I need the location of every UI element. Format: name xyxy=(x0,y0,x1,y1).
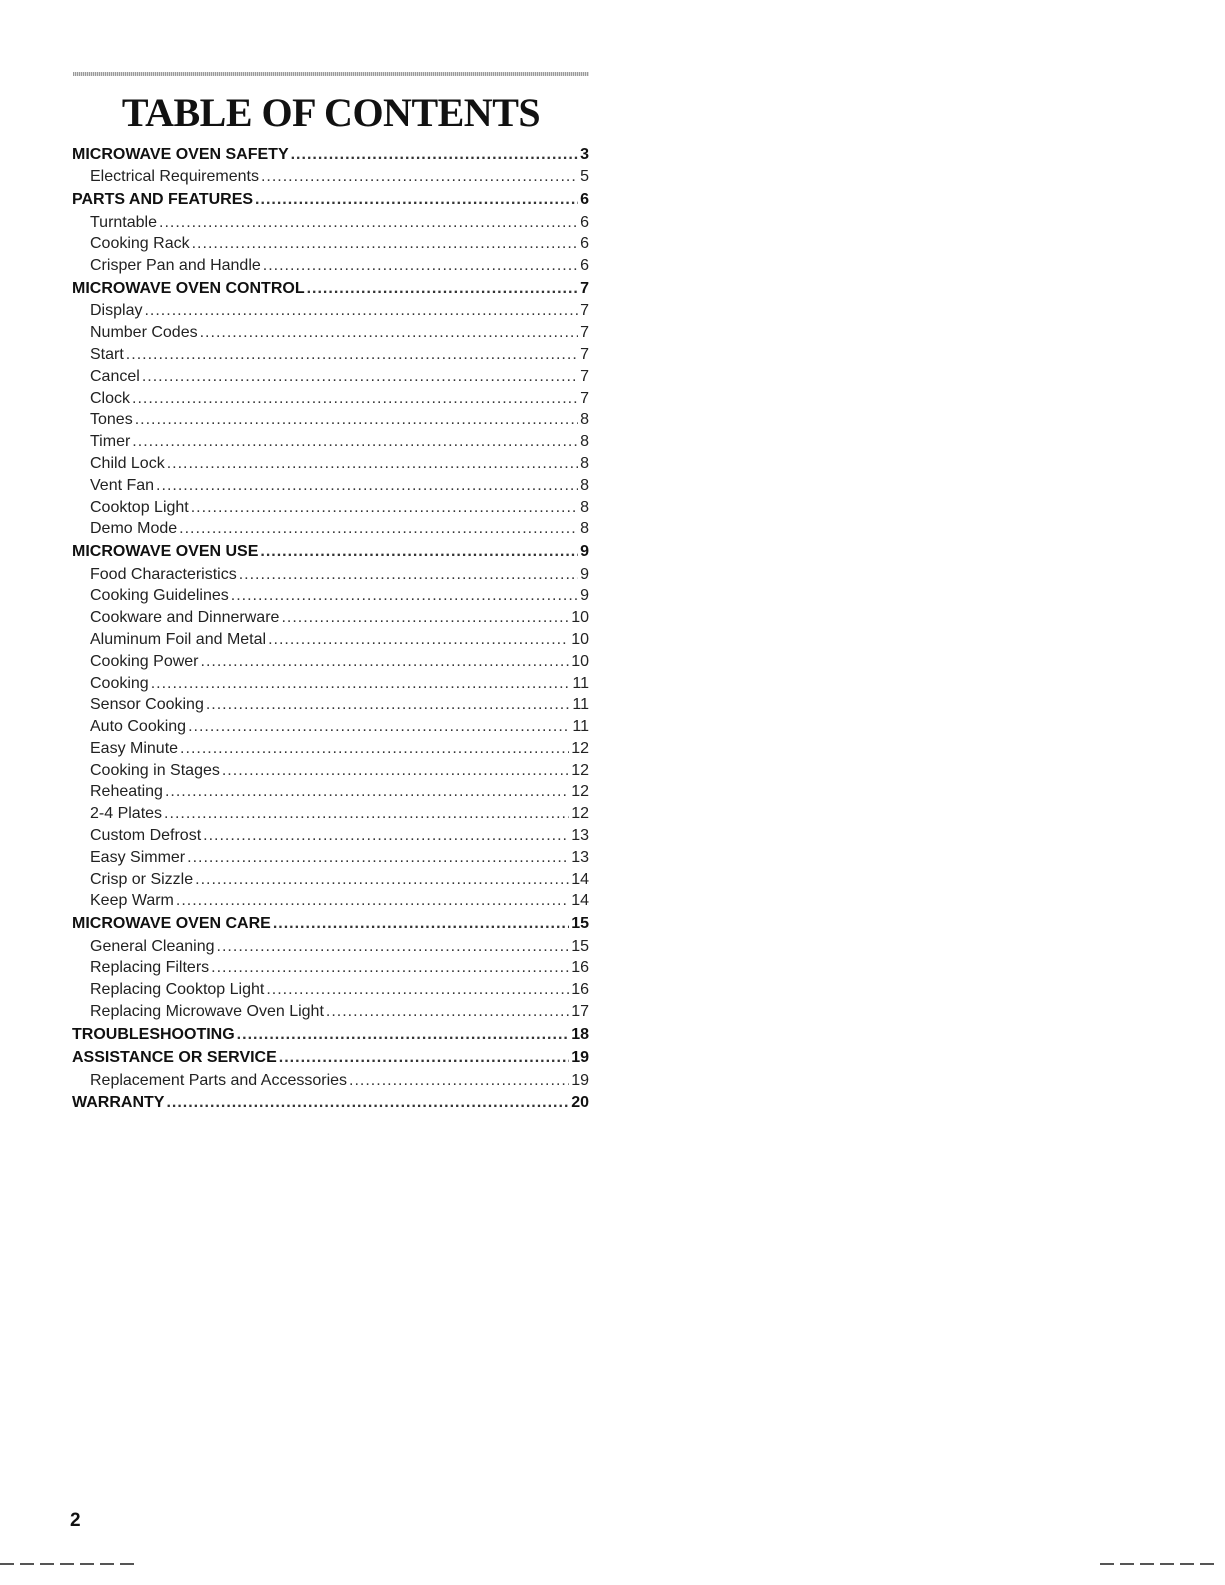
dot-leader xyxy=(281,607,569,629)
dot-leader xyxy=(176,890,569,912)
toc-entry-label: Cooktop Light xyxy=(90,498,189,516)
toc-entry-page: 16 xyxy=(571,981,589,999)
toc-entry-label: Demo Mode xyxy=(90,520,178,538)
toc-entry-label: MICROWAVE OVEN USE xyxy=(72,543,259,561)
toc-subsection-entry xyxy=(72,803,589,825)
toc-entry-page: 11 xyxy=(572,718,589,736)
toc-entry-page: 3 xyxy=(580,146,589,163)
toc-subsection-entry xyxy=(72,651,589,673)
toc-entry-label: 2-4 Plates xyxy=(90,805,163,823)
toc-section-entry xyxy=(72,277,589,300)
toc-subsection-entry xyxy=(72,890,589,912)
dot-leader xyxy=(164,803,569,825)
header-rule xyxy=(73,72,589,76)
toc-entry-label: TROUBLESHOOTING xyxy=(72,1025,235,1043)
toc-entry-page: 12 xyxy=(571,805,589,823)
toc-subsection-entry xyxy=(72,322,589,344)
toc-entry-page: 10 xyxy=(571,630,589,648)
dot-leader xyxy=(132,388,578,410)
dot-leader xyxy=(195,869,569,891)
toc-entry-page: 8 xyxy=(580,454,589,472)
dot-leader xyxy=(188,716,570,738)
dot-leader xyxy=(260,540,578,563)
dot-leader xyxy=(273,912,569,935)
dot-leader xyxy=(239,564,578,586)
toc-entry-page: 6 xyxy=(580,191,589,209)
dot-leader xyxy=(201,651,570,673)
dot-leader xyxy=(268,629,569,651)
toc-entry-label: Replacing Cooktop Light xyxy=(90,981,265,999)
toc-entry-page: 19 xyxy=(571,1071,589,1089)
dot-leader xyxy=(126,344,578,366)
toc-subsection-entry xyxy=(72,518,589,540)
toc-subsection-entry xyxy=(72,431,589,453)
toc-entry-label: Cancel xyxy=(90,367,140,385)
toc-entry-label: Vent Fan xyxy=(90,476,155,494)
dot-leader xyxy=(206,694,571,716)
dot-leader xyxy=(156,475,578,497)
toc-entry-label: WARRANTY xyxy=(72,1094,165,1112)
scan-edge-mark xyxy=(0,1563,140,1565)
toc-entry-page: 8 xyxy=(580,476,589,494)
toc-entry-page: 7 xyxy=(580,279,589,297)
toc-entry-label: Custom Defrost xyxy=(90,827,202,845)
toc-subsection-entry xyxy=(72,869,589,891)
toc-entry-page: 16 xyxy=(571,959,589,977)
toc-subsection-entry xyxy=(72,936,589,958)
toc-subsection-entry xyxy=(72,255,589,277)
dot-leader xyxy=(217,936,570,958)
page-number: 2 xyxy=(70,1510,81,1531)
dot-leader xyxy=(192,233,578,255)
toc-entry-label: Crisp or Sizzle xyxy=(90,870,194,888)
toc-entry-label: Easy Minute xyxy=(90,739,179,757)
dot-leader xyxy=(307,277,579,300)
toc-subsection-entry xyxy=(72,388,589,410)
toc-section-entry xyxy=(72,1046,589,1069)
dot-leader xyxy=(222,760,569,782)
toc-entry-label: MICROWAVE OVEN CARE xyxy=(72,915,271,933)
toc-entry-page: 8 xyxy=(580,498,589,516)
toc-subsection-entry xyxy=(72,738,589,760)
dot-leader xyxy=(165,781,569,803)
toc-entry-page: 13 xyxy=(571,848,589,866)
toc-entry-label: Start xyxy=(90,345,124,363)
toc-entry-page: 7 xyxy=(580,302,589,320)
table-of-contents xyxy=(72,143,589,1115)
toc-entry-label: Aluminum Foil and Metal xyxy=(90,630,267,648)
toc-entry-page: 6 xyxy=(580,213,589,231)
toc-entry-page: 15 xyxy=(571,915,589,933)
toc-subsection-entry xyxy=(72,694,589,716)
toc-entry-label: Replacing Filters xyxy=(90,959,210,977)
toc-section-entry xyxy=(72,1023,589,1046)
toc-subsection-entry xyxy=(72,979,589,1001)
toc-entry-page: 14 xyxy=(571,892,589,910)
dot-leader xyxy=(151,673,571,695)
toc-entry-label: Cookware and Dinnerware xyxy=(90,609,280,627)
toc-entry-label: Tones xyxy=(90,411,133,429)
toc-subsection-entry xyxy=(72,475,589,497)
dot-leader xyxy=(166,1091,569,1114)
toc-entry-label: Number Codes xyxy=(90,324,198,342)
toc-section-entry xyxy=(72,143,589,166)
toc-entry-label: Crisper Pan and Handle xyxy=(90,257,261,275)
toc-entry-page: 9 xyxy=(580,543,589,561)
dot-leader xyxy=(135,409,578,431)
toc-entry-label: Display xyxy=(90,302,143,320)
dot-leader xyxy=(179,518,578,540)
toc-entry-label: PARTS AND FEATURES xyxy=(72,191,254,209)
toc-subsection-entry xyxy=(72,629,589,651)
toc-entry-page: 8 xyxy=(580,520,589,538)
toc-entry-label: Cooking Power xyxy=(90,652,199,670)
toc-subsection-entry xyxy=(72,366,589,388)
toc-entry-label: MICROWAVE OVEN SAFETY xyxy=(72,146,289,163)
toc-entry-page: 18 xyxy=(571,1025,589,1043)
dot-leader xyxy=(187,847,569,869)
dot-leader xyxy=(211,957,569,979)
toc-entry-label: Replacing Microwave Oven Light xyxy=(90,1003,324,1021)
toc-entry-page: 7 xyxy=(580,389,589,407)
toc-entry-page: 17 xyxy=(571,1003,589,1021)
toc-entry-page: 9 xyxy=(580,565,589,583)
dot-leader xyxy=(255,188,578,211)
toc-entry-label: Child Lock xyxy=(90,454,165,472)
dot-leader xyxy=(142,366,578,388)
dot-leader xyxy=(279,1046,569,1069)
dot-leader xyxy=(159,212,578,234)
dot-leader xyxy=(203,825,569,847)
dot-leader xyxy=(266,979,569,1001)
toc-subsection-entry xyxy=(72,760,589,782)
toc-subsection-entry xyxy=(72,166,589,188)
toc-subsection-entry xyxy=(72,453,589,475)
toc-subsection-entry xyxy=(72,409,589,431)
toc-entry-page: 12 xyxy=(571,739,589,757)
dot-leader xyxy=(167,453,578,475)
dot-leader xyxy=(200,322,578,344)
toc-section-entry xyxy=(72,188,589,211)
toc-entry-page: 6 xyxy=(580,257,589,275)
toc-section-entry xyxy=(72,912,589,935)
toc-entry-page: 6 xyxy=(580,235,589,253)
dot-leader xyxy=(326,1001,569,1023)
toc-entry-label: Cooking Guidelines xyxy=(90,587,229,605)
toc-entry-page: 5 xyxy=(580,168,589,186)
toc-entry-label: Turntable xyxy=(90,213,157,231)
toc-entry-label: Sensor Cooking xyxy=(90,696,204,714)
toc-subsection-entry xyxy=(72,673,589,695)
dot-leader xyxy=(237,1023,570,1046)
toc-entry-label: ASSISTANCE OR SERVICE xyxy=(72,1049,277,1067)
toc-subsection-entry xyxy=(72,233,589,255)
toc-subsection-entry xyxy=(72,1070,589,1092)
toc-entry-page: 7 xyxy=(580,324,589,342)
toc-entry-label: Cooking xyxy=(90,674,149,692)
toc-subsection-entry xyxy=(72,847,589,869)
toc-entry-page: 8 xyxy=(580,411,589,429)
toc-subsection-entry xyxy=(72,781,589,803)
dot-leader xyxy=(191,497,578,519)
dot-leader xyxy=(263,255,578,277)
toc-entry-label: Clock xyxy=(90,389,131,407)
toc-section-entry xyxy=(72,1091,589,1114)
toc-subsection-entry xyxy=(72,1001,589,1023)
toc-entry-page: 7 xyxy=(580,367,589,385)
toc-entry-page: 10 xyxy=(571,652,589,670)
toc-entry-page: 9 xyxy=(580,587,589,605)
toc-entry-label: Cooking in Stages xyxy=(90,761,220,779)
page-title: TABLE OF CONTENTS xyxy=(121,90,541,135)
toc-entry-label: General Cleaning xyxy=(90,937,215,955)
toc-entry-label: Cooking Rack xyxy=(90,235,190,253)
toc-entry-label: Timer xyxy=(90,433,131,451)
toc-entry-label: Easy Simmer xyxy=(90,848,186,866)
toc-subsection-entry xyxy=(72,585,589,607)
toc-subsection-entry xyxy=(72,497,589,519)
toc-entry-label: Auto Cooking xyxy=(90,718,187,736)
toc-subsection-entry xyxy=(72,716,589,738)
toc-entry-page: 19 xyxy=(571,1049,589,1067)
toc-section-entry xyxy=(72,540,589,563)
toc-subsection-entry xyxy=(72,825,589,847)
toc-entry-page: 15 xyxy=(571,937,589,955)
toc-entry-page: 11 xyxy=(572,674,589,692)
toc-entry-page: 14 xyxy=(571,870,589,888)
dot-leader xyxy=(132,431,578,453)
toc-entry-page: 10 xyxy=(571,609,589,627)
dot-leader xyxy=(291,143,578,166)
toc-entry-label: Reheating xyxy=(90,783,163,801)
toc-entry-page: 12 xyxy=(571,761,589,779)
toc-subsection-entry xyxy=(72,212,589,234)
dot-leader xyxy=(180,738,569,760)
scan-edge-mark xyxy=(1100,1563,1220,1565)
toc-entry-page: 20 xyxy=(571,1094,589,1112)
toc-subsection-entry xyxy=(72,564,589,586)
toc-entry-page: 13 xyxy=(571,827,589,845)
toc-entry-label: Replacement Parts and Accessories xyxy=(90,1071,348,1089)
dot-leader xyxy=(349,1070,569,1092)
toc-entry-page: 11 xyxy=(572,696,589,714)
dot-leader xyxy=(144,300,578,322)
dot-leader xyxy=(261,166,578,188)
toc-entry-label: Food Characteristics xyxy=(90,565,237,583)
toc-entry-label: Electrical Requirements xyxy=(90,168,259,186)
toc-subsection-entry xyxy=(72,344,589,366)
dot-leader xyxy=(231,585,578,607)
toc-subsection-entry xyxy=(72,607,589,629)
toc-subsection-entry xyxy=(72,957,589,979)
toc-entry-page: 12 xyxy=(571,783,589,801)
toc-entry-page: 7 xyxy=(580,345,589,363)
toc-entry-page: 8 xyxy=(580,433,589,451)
toc-entry-label: Keep Warm xyxy=(90,892,174,910)
toc-entry-label: MICROWAVE OVEN CONTROL xyxy=(72,279,305,297)
toc-subsection-entry xyxy=(72,300,589,322)
